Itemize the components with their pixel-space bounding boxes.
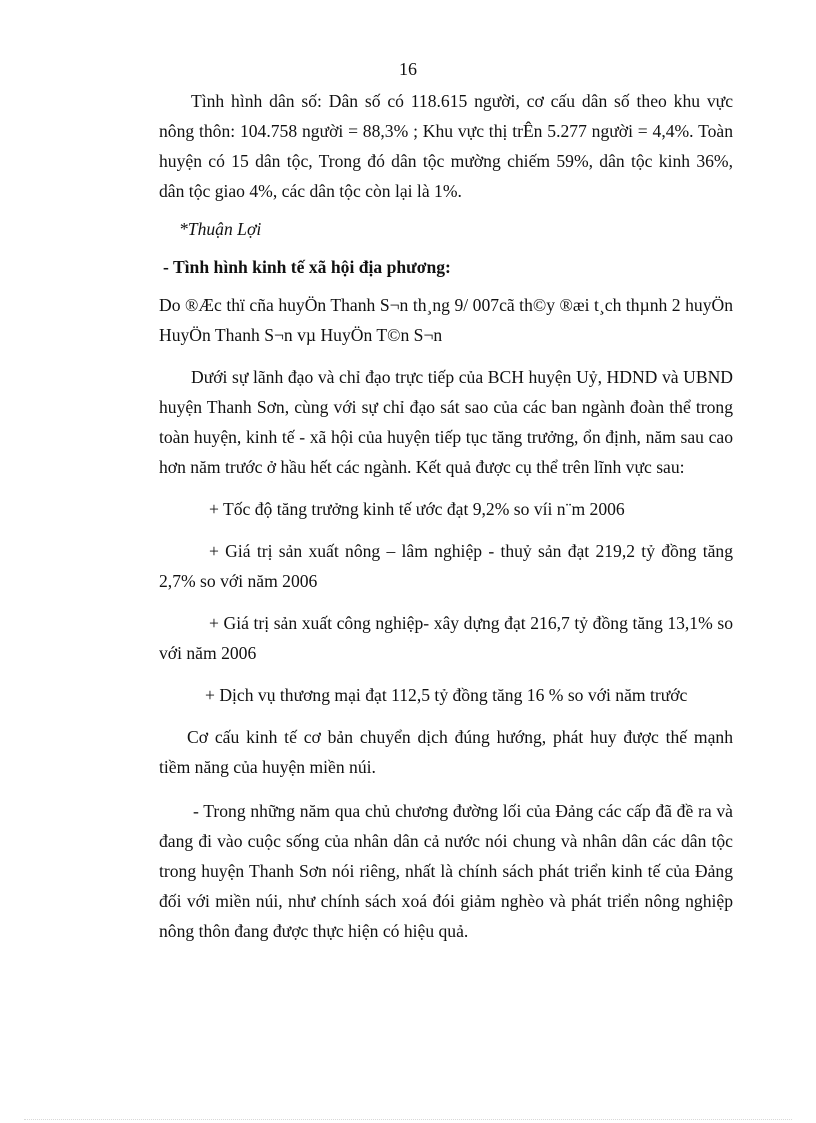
- policy-paragraph: - Trong những năm qua chủ chương đường lối của Đảng các cấp đã đề ra và đang đi vào cuộc sống của nhân dân cả nước nói chung và nhân dân các dân tộc trong huyện Thanh Sơn nói riêng, nhất là chính sách phát triển kinh tế của Đảng đối với miền núi, như chính sách xoá đói giảm nghèo và phát triển nông nghiệp nông thôn đang được thực hiện có hiệu quả.: [159, 801, 733, 941]
- document-body: [159, 86, 733, 946]
- advantages-heading: *Thuận Lợi: [179, 219, 262, 239]
- leadership-paragraph: Dưới sự lãnh đạo và chỉ đạo trực tiếp của BCH huyện Uỷ, HDND và UBND huyện Thanh Sơn, cùng với sự chỉ đạo sát sao của các ban ngành đoàn thể trong toàn huyện, kinh tế - xã hội của huyện tiếp tục tăng trưởng, ổn định, năm sau cao hơn năm trước ở hầu hết các ngành. Kết quả được cụ thể trên lĩnh vực sau:: [159, 367, 733, 477]
- encoded-paragraph: Do ®Æc thï cña huyÖn Thanh S¬n th¸ng 9/ 007cã th©y ®æi t¸ch thµnh 2 huyÖn HuyÖn Thanh S¬n vµ HuyÖn T©n S¬n: [159, 295, 733, 345]
- services-item: + Dịch vụ thương mại đạt 112,5 tỷ đồng tăng 16 % so với năm trước: [205, 685, 688, 705]
- structure-paragraph: Cơ cấu kinh tế cơ bản chuyển dịch đúng hướng, phát huy được thế mạnh tiềm năng của huyện miền núi.: [159, 727, 733, 777]
- page-number: 16: [399, 59, 417, 79]
- agriculture-item: + Giá trị sản xuất nông – lâm nghiệp - thuỷ sản đạt 219,2 tỷ đồng tăng 2,7% so với năm 2006: [159, 541, 733, 591]
- section-heading: - Tình hình kinh tế xã hội địa phương:: [163, 257, 451, 277]
- growth-item: + Tốc độ tăng trưởng kinh tế ước đạt 9,2% so víi n¨m 2006: [209, 499, 625, 519]
- page-bottom-divider: [24, 1119, 792, 1120]
- population-paragraph: Tình hình dân số: Dân số có 118.615 người, cơ cấu dân số theo khu vực nông thôn: 104.758 người = 88,3% ; Khu vực thị trÊn 5.277 người = 4,4%. Toàn huyện có 15 dân tộc, Trong đó dân tộc mường chiếm 59%, dân tộc kinh 36%, dân tộc giao 4%, các dân tộc còn lại là 1%.: [159, 91, 733, 201]
- industry-item: + Giá trị sản xuất công nghiệp- xây dựng đạt 216,7 tỷ đồng tăng 13,1% so với năm 2006: [159, 613, 733, 663]
